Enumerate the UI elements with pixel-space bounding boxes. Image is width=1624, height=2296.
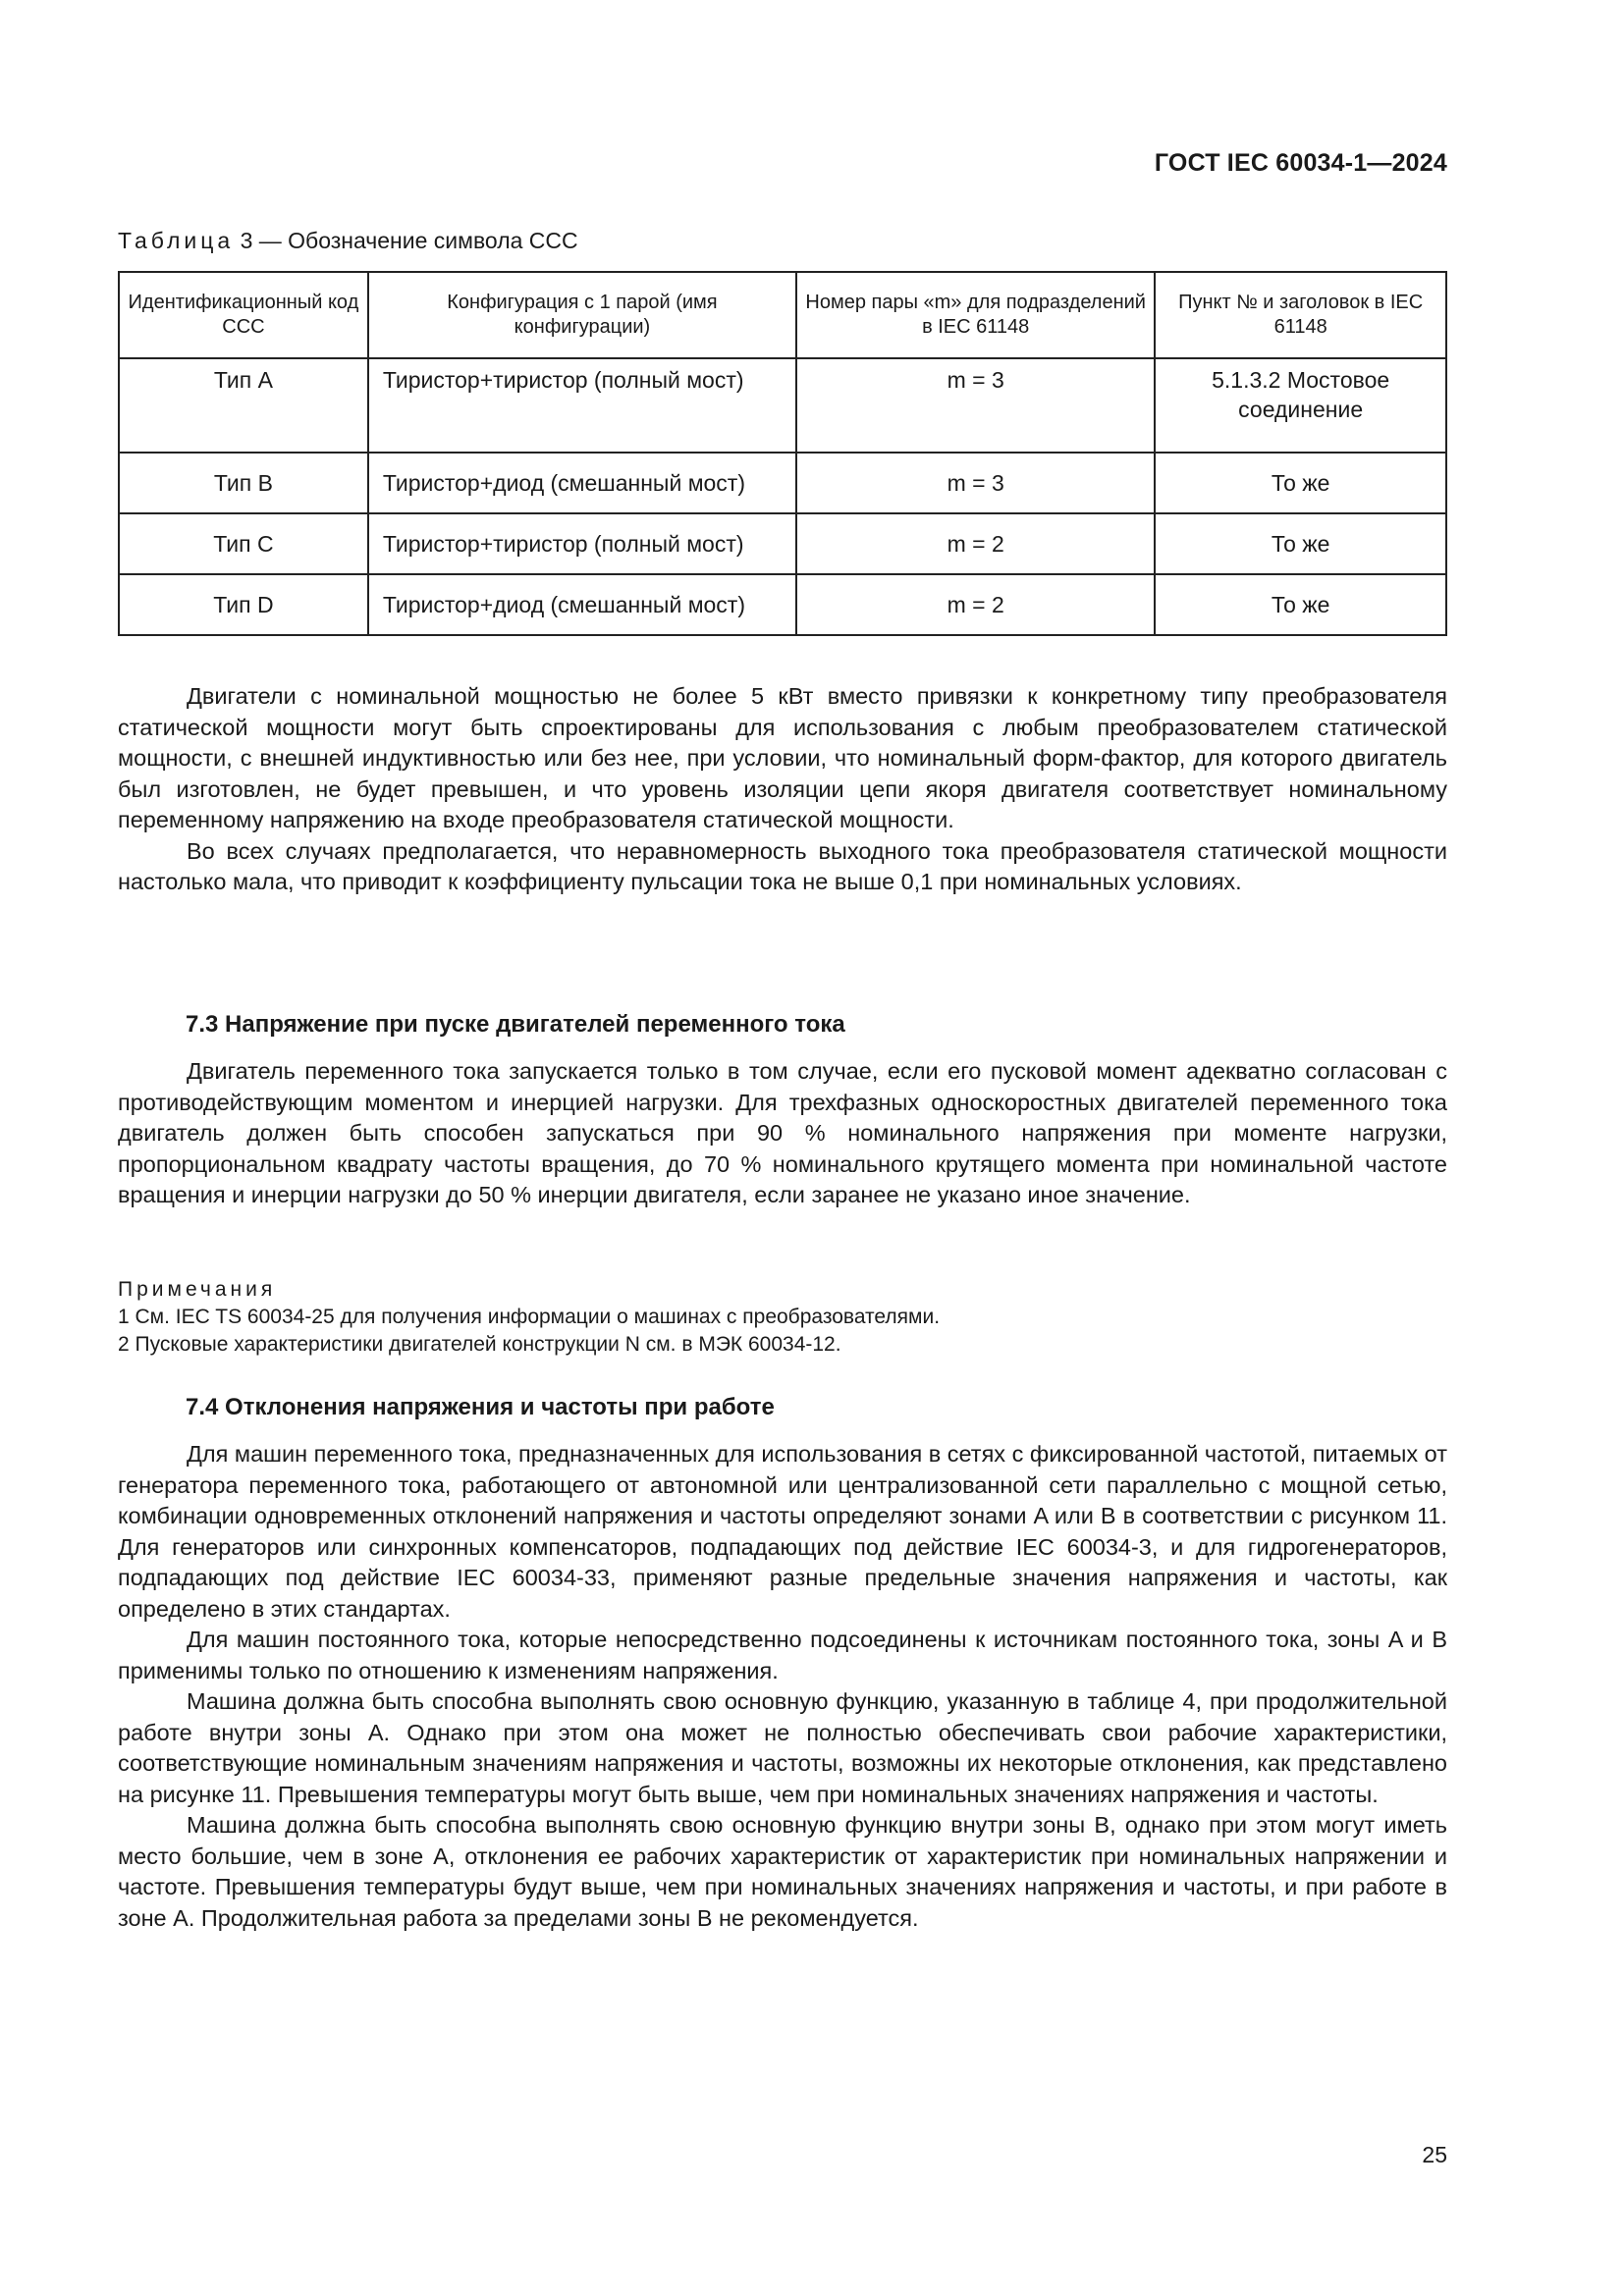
table-cell: m = 2 (796, 513, 1155, 574)
notes-title: Примечания (118, 1278, 277, 1301)
table-header-cell: Номер пары «m» для подразделений в IEC 61148 (796, 272, 1155, 358)
table-cell: Тиристор+диод (смешанный мост) (368, 453, 796, 513)
notes-block (118, 1276, 940, 1359)
table-cell: Тип B (119, 453, 368, 513)
table-cell: То же (1155, 574, 1446, 635)
table-cell: То же (1155, 453, 1446, 513)
table-caption (118, 228, 578, 254)
table-header-cell: Идентификационный код CCC (119, 272, 368, 358)
document-header: ГОСТ IEC 60034-1—2024 (1154, 149, 1447, 177)
table-header-cell: Пункт № и заголовок в IEC 61148 (1155, 272, 1446, 358)
body-text-block-3 (118, 1439, 1447, 1934)
table-cell: m = 3 (796, 358, 1155, 453)
table-cell: m = 2 (796, 574, 1155, 635)
table-cell: m = 3 (796, 453, 1155, 513)
table-cell: То же (1155, 513, 1446, 574)
table-cell: Тип A (119, 358, 368, 453)
table-cell: Тип D (119, 574, 368, 635)
table-cell: 5.1.3.2 Мостовое соединение (1155, 358, 1446, 453)
body-text-block-2 (118, 1056, 1447, 1211)
table-header-row (119, 272, 1446, 358)
table-cell: Тиристор+диод (смешанный мост) (368, 574, 796, 635)
section-heading-7-3: 7.3 Напряжение при пуске двигателей переменного тока (186, 1011, 845, 1038)
paragraph: Машина должна быть способна выполнять свою основную функцию внутри зоны B, однако при этом могут иметь место большие, чем в зоне A, отклонения ее рабочих характеристик от характеристик при номинальных напряжении и частоте. Превышения температуры будут выше, чем при номинальных значениях напряжения и частоты, и при работе в зоне A. Продолжительная работа за пределами зоны B не рекомендуется. (118, 1812, 1447, 1931)
paragraph: Во всех случаях предполагается, что неравномерность выходного тока преобразователя статической мощности настолько мала, что приводит к коэффициенту пульсации тока не выше 0,1 при номинальных условиях. (118, 837, 1447, 894)
table-row (119, 574, 1446, 635)
paragraph: Двигатель переменного тока запускается только в том случае, если его пусковой момент адекватно согласован с противодействующим моментом и инерцией нагрузки. Для трехфазных односкоростных двигателей переменного тока двигатель должен быть способен запускаться при 90 % номинального напряжения при моменте нагрузки, пропорциональном квадрату частоты вращения, до 70 % номинального крутящего момента при номинальной частоте вращения и инерции нагрузки до 50 % инерции двигателя, если заранее не указано иное значение. (118, 1058, 1447, 1207)
table-row (119, 513, 1446, 574)
table-row (119, 358, 1446, 453)
table-cell: Тиристор+тиристор (полный мост) (368, 358, 796, 453)
paragraph: Двигатели с номинальной мощностью не более 5 кВт вместо привязки к конкретному типу преобразователя статической мощности могут быть спроектированы для использования с любым преобразователем статической мощности, с внешней индуктивностью или без нее, при условии, что номинальный форм-фактор, для которого двигатель был изготовлен, не будет превышен, и что уровень изоляции цепи якоря двигателя соответствует номинальному переменному напряжению на входе преобразователя статической мощности. (118, 683, 1447, 832)
body-text-block-1 (118, 681, 1447, 898)
paragraph: Для машин постоянного тока, которые непосредственно подсоединены к источникам постоянного тока, зоны A и B применимы только по отношению к изменениям напряжения. (118, 1627, 1447, 1683)
page-number: 25 (1422, 2142, 1447, 2167)
paragraph: Машина должна быть способна выполнять свою основную функцию, указанную в таблице 4, при продолжительной работе внутри зоны A. Однако при этом она может не полностью обеспечивать свои рабочие характеристики, соответствующие номинальным значениям напряжения и частоты, возможны их некоторые отклонения, как представлено на рисунке 11. Превышения температуры могут быть выше, чем при номинальных значениях напряжения и частоты. (118, 1688, 1447, 1807)
ccc-table (118, 271, 1447, 636)
table-header-cell: Конфигурация с 1 парой (имя конфигурации) (368, 272, 796, 358)
table-row (119, 453, 1446, 513)
paragraph: Для машин переменного тока, предназначенных для использования в сетях с фиксированной частотой, питаемых от генератора переменного тока, работающего от автономной или централизованной сети параллельно с мощной сетью, комбинации одновременных отклонений напряжения и частоты определяют зонами A или B в соответствии с рисунком 11. Для генераторов или синхронных компенсаторов, подпадающих под действие IEC 60034-3, и для гидрогенераторов, подпадающих под действие IEC 60034-33, применяют разные предельные значения напряжения и частоты, как определено в этих стандартах. (118, 1441, 1447, 1622)
table-cell: Тип C (119, 513, 368, 574)
table-caption-label: Таблица (118, 228, 235, 253)
section-heading-7-4: 7.4 Отклонения напряжения и частоты при работе (186, 1394, 775, 1420)
table-cell: Тиристор+тиристор (полный мост) (368, 513, 796, 574)
note-item: 1 См. IEC TS 60034-25 для получения информации о машинах с преобразователями. (118, 1306, 941, 1328)
note-item: 2 Пусковые характеристики двигателей конструкции N см. в МЭК 60034-12. (118, 1333, 841, 1356)
table-caption-text: 3 — Обозначение символа CCC (240, 228, 578, 253)
